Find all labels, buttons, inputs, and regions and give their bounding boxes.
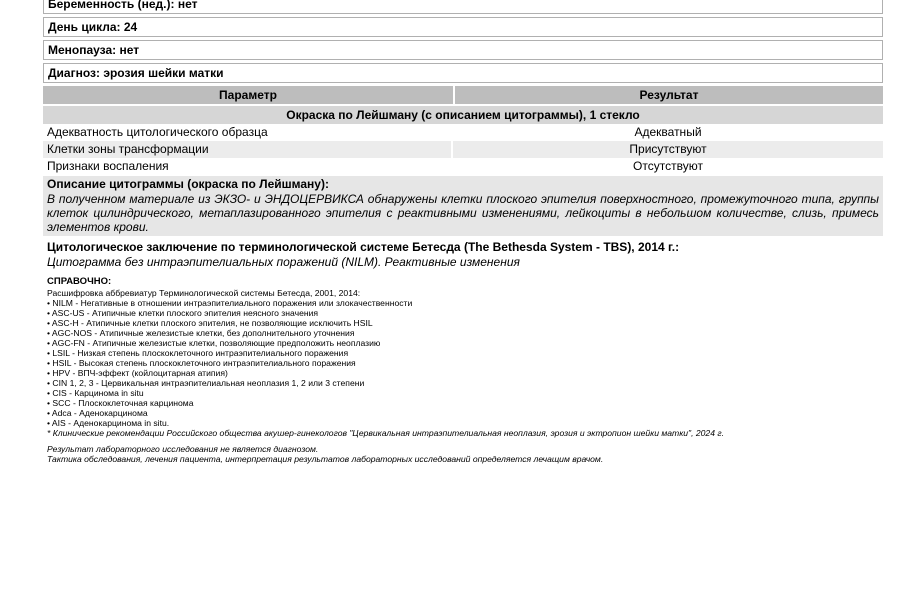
row-result: Отсутствуют xyxy=(633,159,703,173)
reference-section xyxy=(43,276,883,464)
list-item: • SCC - Плоскоклеточная карцинома xyxy=(47,398,883,408)
list-item: • ASC-H - Атипичные клетки плоского эпителия, не позволяющие исключить HSIL xyxy=(47,318,883,328)
abbreviation-list xyxy=(47,298,883,428)
list-item: • CIN 1, 2, 3 - Цервикальная интраэпителиальная неоплазия 1, 2 или 3 степени xyxy=(47,378,883,388)
column-header-result: Результат xyxy=(639,88,699,102)
list-item: • LSIL - Низкая степень плоскоклеточного интраэпителиального поражения xyxy=(47,348,883,358)
table-row xyxy=(43,124,883,141)
row-result: Присутствуют xyxy=(629,142,707,156)
cytogram-description xyxy=(43,176,883,236)
list-item: • AGC-NOS - Атипичные железистые клетки, без дополнительного уточнения xyxy=(47,328,883,338)
section-title: Окраска по Лейшману (с описанием цитограммы), 1 стекло xyxy=(43,106,883,124)
table-row xyxy=(43,158,883,175)
conclusion-title: Цитологическое заключение по терминологической системе Бетесда (The Bethesda System - TBS), 2014 г.: xyxy=(47,240,680,254)
cycle-day-field: День цикла: 24 xyxy=(43,17,883,37)
row-result: Адекватный xyxy=(634,125,702,139)
description-title: Описание цитограммы (окраска по Лейшману): xyxy=(47,177,329,191)
menopause-field: Менопауза: нет xyxy=(43,40,883,60)
list-item: • HPV - ВПЧ-эффект (койлоцитарная атипия) xyxy=(47,368,883,378)
reference-title: СПРАВОЧНО: xyxy=(47,276,112,287)
row-parameter: Признаки воспаления xyxy=(43,158,453,175)
disclaimer xyxy=(47,444,883,464)
table-row xyxy=(43,141,883,158)
conclusion-text: Цитограмма без интраэпителиальных поражений (NILM). Реактивные изменения xyxy=(47,255,520,269)
row-parameter: Адекватность цитологического образца xyxy=(43,124,453,141)
diagnosis-field: Диагноз: эрозия шейки матки xyxy=(43,63,883,83)
list-item: • NILM - Негативные в отношении интраэпителиального поражения или злокачественности xyxy=(47,298,883,308)
clinical-guidelines-note: * Клинические рекомендации Российского общества акушер-гинекологов "Цервикальная интраэпителиальная неоплазия, эрозия и эктропион шейки матки", 2024 г. xyxy=(47,428,725,438)
list-item: • AIS - Аденокарцинома in situ. xyxy=(47,418,883,428)
results-table-header xyxy=(43,86,883,104)
list-item: • HSIL - Высокая степень плоскоклеточного интраэпителиального поражения xyxy=(47,358,883,368)
disclaimer-line-1: Результат лабораторного исследования не является диагнозом. xyxy=(47,444,319,454)
lab-report xyxy=(43,0,883,464)
column-header-parameter: Параметр xyxy=(43,86,455,104)
description-text: В полученном материале из ЭКЗО- и ЭНДОЦЕРВИКСА обнаружены клетки плоского эпителия поверхностного, промежуточного типа, группы клеток цилиндрического, метаплазированного эпителия с реактивными изменениями, лейкоциты в небольшом количестве, слизь, примесь элементов крови. xyxy=(47,192,879,234)
reference-intro: Расшифровка аббревиатур Терминологической системы Бетесда, 2001, 2014: xyxy=(47,288,361,298)
list-item: • ASC-US - Атипичные клетки плоского эпителия неясного значения xyxy=(47,308,883,318)
list-item: • AGC-FN - Атипичные железистые клетки, позволяющие предположить неоплазию xyxy=(47,338,883,348)
row-parameter: Клетки зоны трансформации xyxy=(43,141,453,158)
list-item: • Adca - Аденокарцинома xyxy=(47,408,883,418)
disclaimer-line-2: Тактика обследования, лечения пациента, интерпретация результатов лабораторных исследований определяется лечащим врачом. xyxy=(47,454,604,464)
pregnancy-field: Беременность (нед.): нет xyxy=(43,0,883,14)
list-item: • CIS - Карцинома in situ xyxy=(47,388,883,398)
